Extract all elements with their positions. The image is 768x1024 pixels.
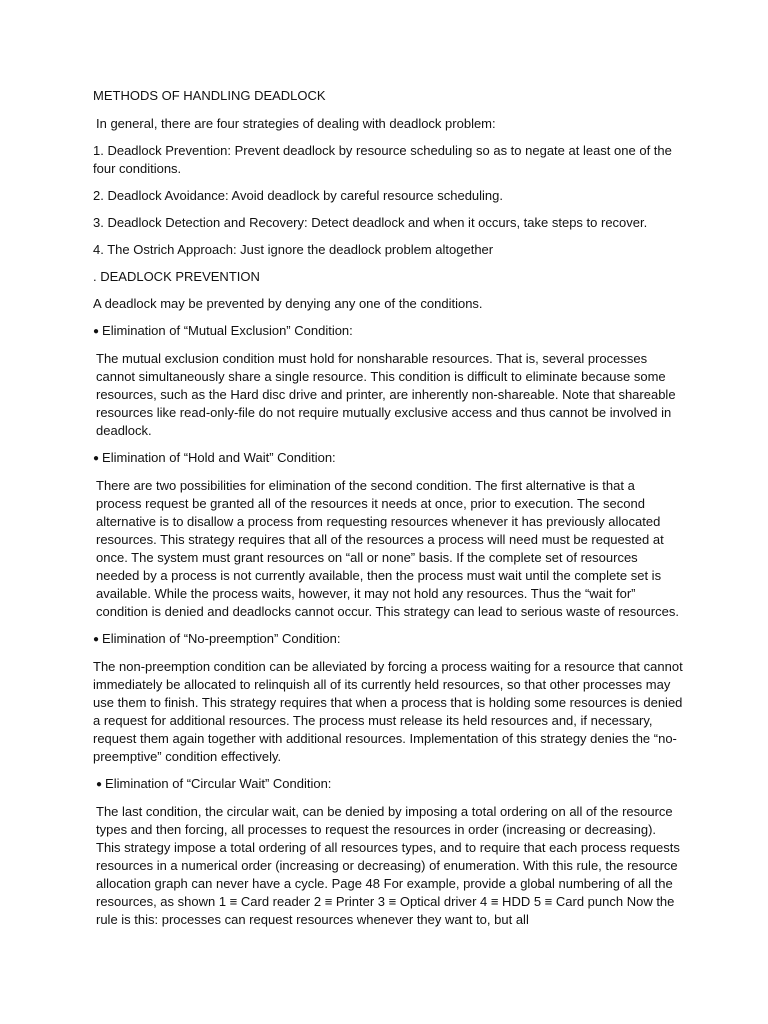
bullet-icon: ● xyxy=(93,634,100,645)
strategy-item: 4. The Ostrich Approach: Just ignore the deadlock problem altogether xyxy=(93,242,494,257)
bullet-icon: ● xyxy=(93,326,100,337)
section-body-circular-wait: The last condition, the circular wait, can be denied by imposing a total ordering on all of the resource types and then forcing, all processes to request the resources in order (increasing or decreasing). This strategy impose a total ordering of all resources types, and to require that each process requests resources in a numerical order (increasing or decreasing) of enumeration. With this rule, the resource allocation graph can never have a cycle. Page 48 For example, provide a global numbering of all the resources, as shown 1 ≡ Card reader 2 ≡ Printer 3 ≡ Optical driver 4 ≡ HDD 5 ≡ Card punch Now the rule is this: processes can request resources whenever they want to, but all xyxy=(96,804,680,927)
bullet-heading-text: Elimination of “Hold and Wait” Condition: xyxy=(102,450,336,465)
prevention-intro: A deadlock may be prevented by denying any one of the conditions. xyxy=(93,296,483,311)
section-body-no-preemption: The non-preemption condition can be alleviated by forcing a process waiting for a resource that cannot immediately be allocated to relinquish all of its currently held resources, so that other processes may use them to finish. This strategy requires that when a process that is holding some resources is denied a request for additional resources. The process must release its held resources and, if necessary, request them again together with additional resources. Implementation of this strategy denies the “no-preemptive” condition effectively. xyxy=(93,659,683,764)
bullet-icon: ● xyxy=(96,779,103,790)
section-body-hold-and-wait: There are two possibilities for elimination of the second condition. The first alternative is that a process request be granted all of the resources it needs at once, prior to execution. The second alternative is to disallow a process from requesting resources whenever it has previously allocated resources. This strategy requires that all of the resources a process will need must be requested at once. The system must grant resources on “all or none” basis. If the complete set of resources needed by a process is not currently available, then the process must wait until the complete set is available. While the process waits, however, it may not hold any resources. Thus the “wait for” condition is denied and deadlocks cannot occur. This strategy can lead to serious waste of resources. xyxy=(96,478,679,619)
section-heading-prevention: . DEADLOCK PREVENTION xyxy=(93,269,260,284)
bullet-heading-circular-wait xyxy=(93,775,683,794)
bullet-heading-text: Elimination of “Mutual Exclusion” Condition: xyxy=(102,323,353,338)
bullet-icon: ● xyxy=(93,453,100,464)
section-body-mutual-exclusion: The mutual exclusion condition must hold for nonsharable resources. That is, several processes cannot simultaneously share a single resource. This condition is difficult to eliminate because some resources, such as the Hard disc drive and printer, are inherently non-shareable. Note that shareable resources like read-only-file do not require mutually exclusive access and thus cannot be involved in deadlock. xyxy=(96,351,676,438)
bullet-heading-text: Elimination of “Circular Wait” Condition: xyxy=(105,776,332,791)
strategy-item: 3. Deadlock Detection and Recovery: Detect deadlock and when it occurs, take steps to recover. xyxy=(93,215,648,230)
document-title: METHODS OF HANDLING DEADLOCK xyxy=(93,88,326,103)
intro-paragraph: In general, there are four strategies of dealing with deadlock problem: xyxy=(96,116,496,131)
bullet-heading-no-preemption xyxy=(93,630,683,649)
strategy-item: 2. Deadlock Avoidance: Avoid deadlock by careful resource scheduling. xyxy=(93,188,504,203)
bullet-heading-mutual-exclusion xyxy=(93,322,683,341)
strategy-item: 1. Deadlock Prevention: Prevent deadlock by resource scheduling so as to negate at least one of the four conditions. xyxy=(93,143,672,176)
document-page xyxy=(93,87,683,938)
bullet-heading-text: Elimination of “No-preemption” Condition: xyxy=(102,631,341,646)
bullet-heading-hold-and-wait xyxy=(93,449,683,468)
